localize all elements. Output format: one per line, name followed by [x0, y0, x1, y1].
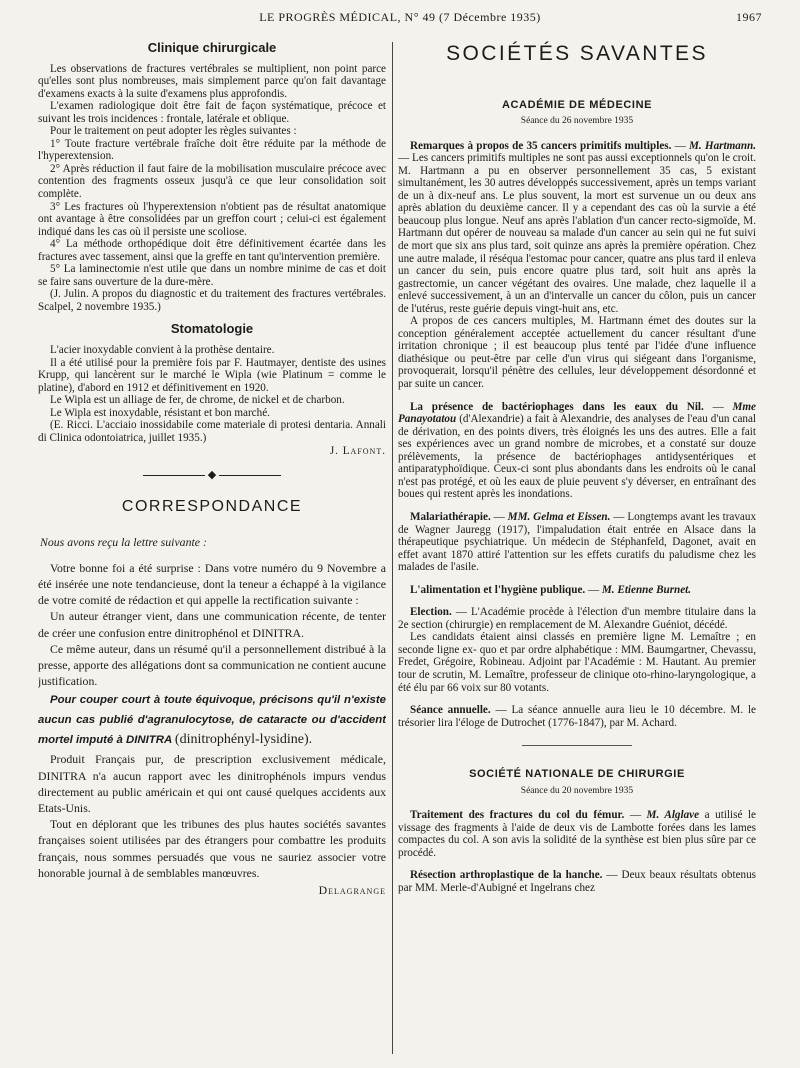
ornament-divider: ◆	[38, 470, 386, 481]
running-head	[38, 8, 762, 26]
article-heading: Traitement des fractures du col du fémur.	[410, 809, 625, 822]
article-author: M. Hartmann.	[689, 139, 756, 152]
article-heading: Séance annuelle.	[410, 704, 491, 717]
article-body: (d'Alexandrie) a fait à Alexandrie, des analyses de l'eau d'un canal de dérivation, en des points divers, très éloignés les uns des autres. Elle a fait ses expériences avec un grand nombre de microbes, et a constaté sur douze prélèvements, la présence de bactériophages antidysentériques et antiparatyphoïdique. Ceux-ci sont plus abondants dans les endroits où le canal n'est pas protégé, et où les eaux de pluie peuvent s'y déverser, en entraînant des boues qui restent après les inondations.	[398, 413, 756, 501]
article-body: Deux beaux résultats obtenus par MM. Merle-d'Aubigné et Ingelrans chez	[398, 869, 756, 894]
page-number: 1967	[736, 10, 762, 24]
article-cancers: Remarques à propos de 35 cancers primitifs multiples. — M. Hartmann. — Les cancers primitifs multiples ne sont pas aussi exceptionnels qu'on le croit. M. Hartmann a pu en observer personnellement 35 cas, 5 existant simultanément, les 30 autres développés successivement, après un temps variant de un à dix-neuf ans. Le plus souvent, la mort est survenue un ou deux ans après ablation du deuxième cancer. Il y a cependant des cas où la survie a été beaucoup plus longue. Neuf ans après l'ablation d'un cancer recto-sigmoïde, M. Hartmann dut opérer de nouveau sa malade d'un cancer au sein qui ne fut suivi de mort que six ans plus tard, soit quinze ans après la première opération. Chez une autre malade, il réséqua l'estomac pour cancer, quatre ans plus tard il enleva un cancer du sein, puis encore quatre plus tard, soit huit ans après la gastrectomie, un cancer végétant des ovaires. Une malade, chez laquelle il a enlevé successivement, à un an d'intervalle un cancer du côlon, puis un cancer de l'utérus, reste guérie depuis vingt-huit ans, etc. A propos de ces cancers multiples, M. Hartmann émet des doutes sur la conception généralement acceptée actuellement du cancer résultant d'une irritation chronique ; il est beaucoup plus tenté par l'idée d'une influence diathésique ou peut-être par celle d'un virus qui siégeant dans l'organisme, provoquerait, lorsqu'il pénètre des cellules, leur développement désordonné et par suite un cancer.	[398, 139, 756, 391]
paragraph: 4° La méthode orthopédique doit être définitivement écartée dans les fractures avec tassement, ainsi que la greffe en tant qu'intervention première.	[38, 238, 386, 263]
bold-statement-text: Pour couper court à toute équivoque, précisons qu'il n'existe aucun cas publié d'agranulocytose, de cataracte ou d'accident mortel imputé à DINITRA	[38, 694, 386, 747]
article-fractures-femur: Traitement des fractures du col du fémur. — M. Alglave a utilisé le vissage des fragments à l'aide de deux vis de Lambotte forées dans les lames compactes du col. A son avis la solidité de la synthèse est bien plus sûre par ce procédé.	[398, 809, 756, 859]
correspondance-intro: Nous avons reçu la lettre suivante :	[40, 534, 207, 549]
right-column	[398, 40, 756, 1058]
article-heading: Résection arthroplastique de la hanche.	[410, 869, 603, 882]
paragraph: Le Wipla est un alliage de fer, de chrome, de nickel et de charbon.	[50, 394, 345, 407]
article-body: a utilisé le vissage des fragments à l'aide de deux vis de Lambotte forées dans les lames compactes du col. A son avis la solidité de la synthèse est bien plus sûre par ce procédé.	[398, 809, 756, 859]
paragraph: Ce même auteur, dans un résumé qu'il a personnellement distribué à la presse, apporte des allégations dont sa communication ne contient aucune justification.	[38, 641, 386, 689]
academie-seance: Séance du 26 novembre 1935	[520, 116, 634, 127]
column-rule	[392, 42, 393, 1054]
article-heading: La présence de bactériophages dans les eaux du Nil.	[410, 400, 704, 413]
paragraph: (E. Ricci. L'acciaio inossidabile come materiale di protesi dentaria. Annali di Clinica odontoiatrica, juillet 1935.)	[38, 419, 386, 444]
article-body: Les cancers primitifs multiples ne sont pas aussi exceptionnels qu'on le croit. M. Hartmann a pu en observer personnellement 35 cas, 5 existant simultanément, les 30 autres développés successivement, après un temps variant de un à dix-neuf ans. Le plus souvent, la mort est survenue un ou deux ans après ablation du deuxième cancer. Il y a cependant des cas où la survie a été beaucoup plus longue. Neuf ans après l'ablation d'un cancer recto-sigmoïde, M. Hartmann dut opérer de nouveau sa malade d'un cancer au sein qui ne fut suivi de mort que six ans plus tard, soit quinze ans après la première opération. Chez une autre malade, il réséqua l'estomac pour cancer, quatre ans plus tard il enleva un cancer du sein, puis encore quatre plus tard, soit huit ans après la gastrectomie, un cancer végétant des ovaires. Une malade, chez laquelle il a enlevé successivement, à un an d'intervalle un cancer du côlon, puis un cancer de l'utérus, reste guérie depuis vingt-huit ans, etc.	[398, 152, 756, 315]
section-title-clinique: Clinique chirurgicale	[147, 40, 277, 55]
paragraph: 2° Après réduction il faut faire de la mobilisation musculaire précoce avec contention des fragments osseux jusqu'à ce que leur consolidation soit complète.	[38, 162, 386, 201]
paragraph: 5° La laminectomie n'est utile que dans un nombre minime de cas et doit se faire sans ouverture de la dure-mère.	[38, 263, 386, 288]
article-author: M. Etienne Burnet.	[601, 583, 692, 596]
paragraph: Les observations de fractures vertébrales se multiplient, non point parce qu'elles sont plus nombreuses, mais simplement parce qu'on fait davantage d'examens exacts à la suite d'examens plus approfondis.	[38, 62, 386, 100]
signature-delagrange: Delagrange	[318, 882, 386, 897]
academie-title: ACADÉMIE DE MÉDECINE	[501, 98, 653, 111]
paragraph: L'acier inoxydable convient à la prothèse dentaire.	[50, 344, 275, 357]
signature-lafont: J. Lafont.	[329, 445, 386, 458]
chirurgie-seance: Séance du 20 novembre 1935	[520, 785, 634, 796]
article-malariatherapie: Malariathérapie. — MM. Gelma et Eissen. — Longtemps avant les travaux de Wagner Jauregg (1917), l'impaludation était entrée en Alsace dans la thérapeutique psychiatrique. Un médecin de Stéphanfeld, Dagonet, avait en effet avant 1870 attiré l'attention sur les effets curatifs du paludisme chez les malades de l'asile.	[398, 510, 756, 574]
paragraph: L'examen radiologique doit être fait de façon systématique, précoce et suivant les trois incidences : frontale, latérale et oblique.	[38, 100, 386, 125]
paragraph: Le Wipla est inoxydable, résistant et bon marché.	[50, 406, 270, 419]
article-author: M. Alglave	[646, 809, 700, 822]
clinique-body	[38, 63, 386, 314]
article-heading: L'alimentation et l'hygiène publique.	[410, 583, 586, 596]
article-body: L'Académie procède à l'élection d'un membre titulaire dans la 2e section (chirurgie) en remplacement de M. Alexandre Guéniot, décédé.	[398, 606, 756, 631]
paragraph: Il a été utilisé pour la première fois par F. Hautmayer, dentiste des usines Krupp, qui lancèrent sur le marché le Wipla (wie Platinum = comme le platine), d'abord en 1912 et définitivement en 1920.	[38, 356, 386, 394]
stomatologie-body	[38, 344, 386, 458]
article-author: MM. Gelma et Eissen.	[507, 510, 611, 523]
section-title-stomatologie: Stomatologie	[170, 321, 254, 337]
journal-title: LE PROGRÈS MÉDICAL, N° 49 (7 Décembre 1935)	[259, 10, 541, 24]
societes-savantes-title: SOCIÉTÉS SAVANTES	[446, 42, 708, 65]
left-column	[38, 40, 386, 1058]
article-heading: Election.	[410, 606, 452, 619]
article-body: La séance annuelle aura lieu le 10 décembre. M. le trésorier lira l'éloge de Dutrochet (1776-1847), par M. Achard.	[398, 704, 756, 729]
section-title-correspondance: CORRESPONDANCE	[121, 497, 303, 515]
article-alimentation: L'alimentation et l'hygiène publique. — M. Etienne Burnet.	[410, 583, 692, 596]
article-heading: Malariathérapie.	[410, 510, 491, 523]
paragraph: 3° Les fractures où l'hyperextension n'obtient pas de résultat anatomique ont avantage à être consolidées par un greffon court ; celui-ci est également indiqué dans les cas où il persiste une scoliose.	[38, 200, 386, 238]
article-body: Longtemps avant les travaux de Wagner Jauregg (1917), l'impaludation était entrée en Alsace dans la thérapeutique psychiatrique. Un médecin de Stéphanfeld, Dagonet, avait en effet avant 1870 attiré l'attention sur les effets curatifs du paludisme chez les malades de l'asile.	[398, 510, 756, 574]
article-seance-annuelle: Séance annuelle. — La séance annuelle aura lieu le 10 décembre. M. le trésorier lira l'éloge de Dutrochet (1776-1847), par M. Achard.	[398, 704, 756, 729]
bold-statement	[38, 690, 386, 750]
article-heading: Remarques à propos de 35 cancers primitifs multiples.	[410, 139, 672, 152]
paragraph: Un auteur étranger vient, dans une communication récente, de tenter de créer une confusion entre dinitrophénol et DINITRA.	[38, 609, 386, 640]
article-resection-hanche: Résection arthroplastique de la hanche. — Deux beaux résultats obtenus par MM. Merle-d'Aubigné et Ingelrans chez	[398, 869, 756, 894]
paragraph: Votre bonne foi a été surprise : Dans votre numéro du 9 Novembre a été insérée une note tendancieuse, dont la teneur a échappé à la vigilance de votre comité de rédaction et qui appelle la rectification suivante :	[38, 560, 386, 608]
paragraph: 1° Toute fracture vertébrale fraîche doit être réduite par la méthode de l'hyperextension.	[38, 137, 386, 163]
paragraph: Produit Français pur, de prescription exclusivement médicale, DINITRA n'a aucun rapport avec les dinitrophénols impurs vendus directement au public américain et qui ont causé quelques accidents aux Etats-Unis.	[38, 752, 386, 815]
article-election: Election. — L'Académie procède à l'élection d'un membre titulaire dans la 2e section (chirurgie) en remplacement de M. Alexandre Guéniot, décédé. Les candidats étaient ainsi classés en première ligne M. Lemaître ; en seconde ligne ex- quo et par ordre alphabétique : MM. Baumgartner, Chevassu, Fredet, Grégoire, Robineau. Adjoint par l'Académie : M. Hautant. Au premier tour de scrutin, M. Lemaître, professeur de clinique oto-rhino-laryngologique, a été élu par 66 voix sur 80 votants.	[398, 606, 756, 694]
bold-statement-tail: (dinitrophényl-lysidine).	[174, 732, 313, 748]
article-body-2: Les candidats étaient ainsi classés en première ligne M. Lemaître ; en seconde ligne ex- quo et par ordre alphabétique : MM. Baumgartner, Chevassu, Fredet, Grégoire, Robineau. Adjoint par l'Académie : M. Hautant. Au premier tour de scrutin, M. Lemaître, professeur de clinique oto-rhino-laryngologique, a été élu par 66 voix sur 80 votants.	[398, 631, 756, 694]
article-body-2: A propos de ces cancers multiples, M. Hartmann émet des doutes sur la conception généralement acceptée actuellement du cancer résultant d'une irritation chronique ; il est beaucoup plus tenté par l'idée d'une influence diathésique ou peut-être par celle d'un virus qui siégeant dans l'organisme, provoquerait, lorsqu'il pénètre des cellules, leur développement désordonné et par suite un cancer.	[398, 315, 756, 391]
article-author: Mme Panayotatou	[398, 400, 756, 426]
paragraph: (J. Julin. A propos du diagnostic et du traitement des fractures vertébrales. Scalpel, 2 novembre 1935.)	[38, 288, 386, 313]
chirurgie-title: SOCIÉTÉ NATIONALE DE CHIRURGIE	[469, 768, 685, 781]
paragraph: Pour le traitement on peut adopter les règles suivantes :	[50, 125, 297, 138]
section-separator	[522, 745, 632, 746]
paragraph: Tout en déplorant que les tribunes des plus hautes sociétés savantes françaises soient utilisées par des étrangers pour combattre les produits français, nous sommes persuadés que vous ne sauriez associer votre honorable journal à de semblables manœuvres.	[38, 817, 386, 880]
article-bacteriophages: La présence de bactériophages dans les eaux du Nil. — Mme Panayotatou (d'Alexandrie) a fait à Alexandrie, des analyses de l'eau d'un canal de dérivation, en des points divers, très éloignés les uns des autres. Elle a fait ses expériences avec un grand nombre de microbes, et a constaté sur douze prélèvements, la présence de bactériophages antidysentériques et antiparatyphoïdique. Ceux-ci sont plus abondants dans les endroits où le canal n'est pas protégé, et où les eaux de pluie peuvent s'y déverser, en entraînant des boues qui restent après les inondations.	[398, 400, 756, 501]
correspondance-body	[38, 534, 386, 899]
